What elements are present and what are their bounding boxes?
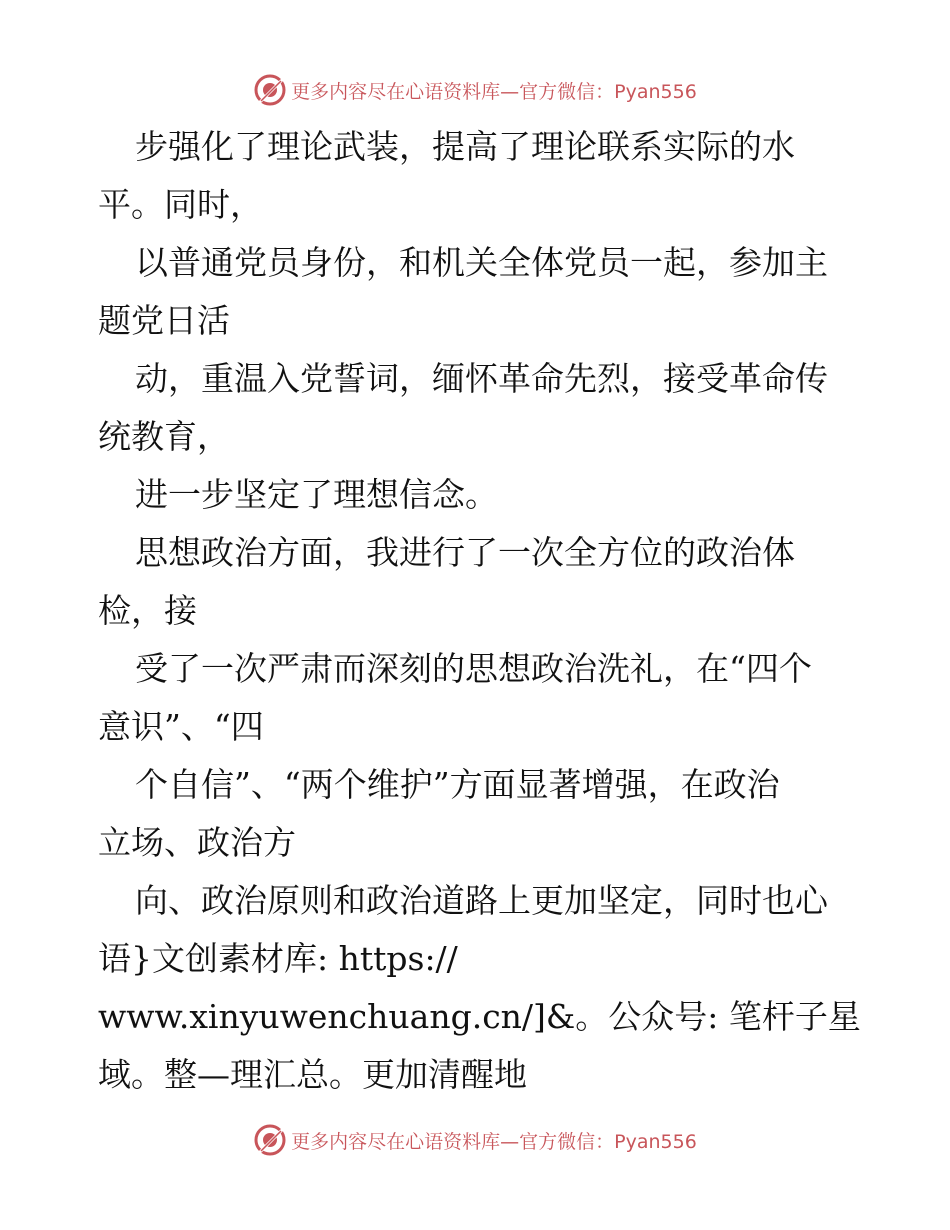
header-watermark-banner: [0, 70, 950, 110]
text-line: 意识”、“四: [98, 707, 264, 746]
text-line: 受了一次严肃而深刻的思想政治洗礼，在“四个: [135, 649, 812, 688]
header-watermark-text: 更多内容尽在心语资料库—官方微信：Pyan556: [291, 80, 697, 103]
quill-seal-icon: [253, 73, 287, 107]
text-line: 题党日活: [98, 301, 230, 340]
text-line: 向、政治原则和政治道路上更加坚定，同时也心: [135, 881, 828, 920]
text-line: 步强化了理论武装，提高了理论联系实际的水: [135, 127, 795, 166]
text-line: 个自信”、“两个维护”方面显著增强，在政治: [135, 765, 780, 804]
text-line: 动，重温入党誓词，缅怀革命先烈，接受革命传: [135, 359, 828, 398]
text-line: www.xinyuwenchuang.cn/]&。公众号: 笔杆子星: [98, 997, 861, 1036]
footer-watermark-banner: [0, 1120, 950, 1160]
text-line: 以普通党员身份，和机关全体党员一起，参加主: [135, 243, 828, 282]
text-line: 平。同时，: [98, 185, 263, 224]
text-line: 思想政治方面，我进行了一次全方位的政治体: [135, 533, 795, 572]
text-line: 检，接: [98, 591, 197, 630]
text-line: 立场、政治方: [98, 823, 296, 862]
text-line: 进一步坚定了理想信念。: [135, 475, 498, 514]
footer-watermark-text: 更多内容尽在心语资料库—官方微信：Pyan556: [291, 1130, 697, 1153]
text-line: 域。整—理汇总。更加清醒地: [98, 1055, 527, 1094]
document-body: [98, 118, 861, 1104]
text-line: 语}文创素材库: https://: [98, 939, 458, 978]
quill-seal-icon: [253, 1123, 287, 1157]
text-line: 统教育，: [98, 417, 230, 456]
